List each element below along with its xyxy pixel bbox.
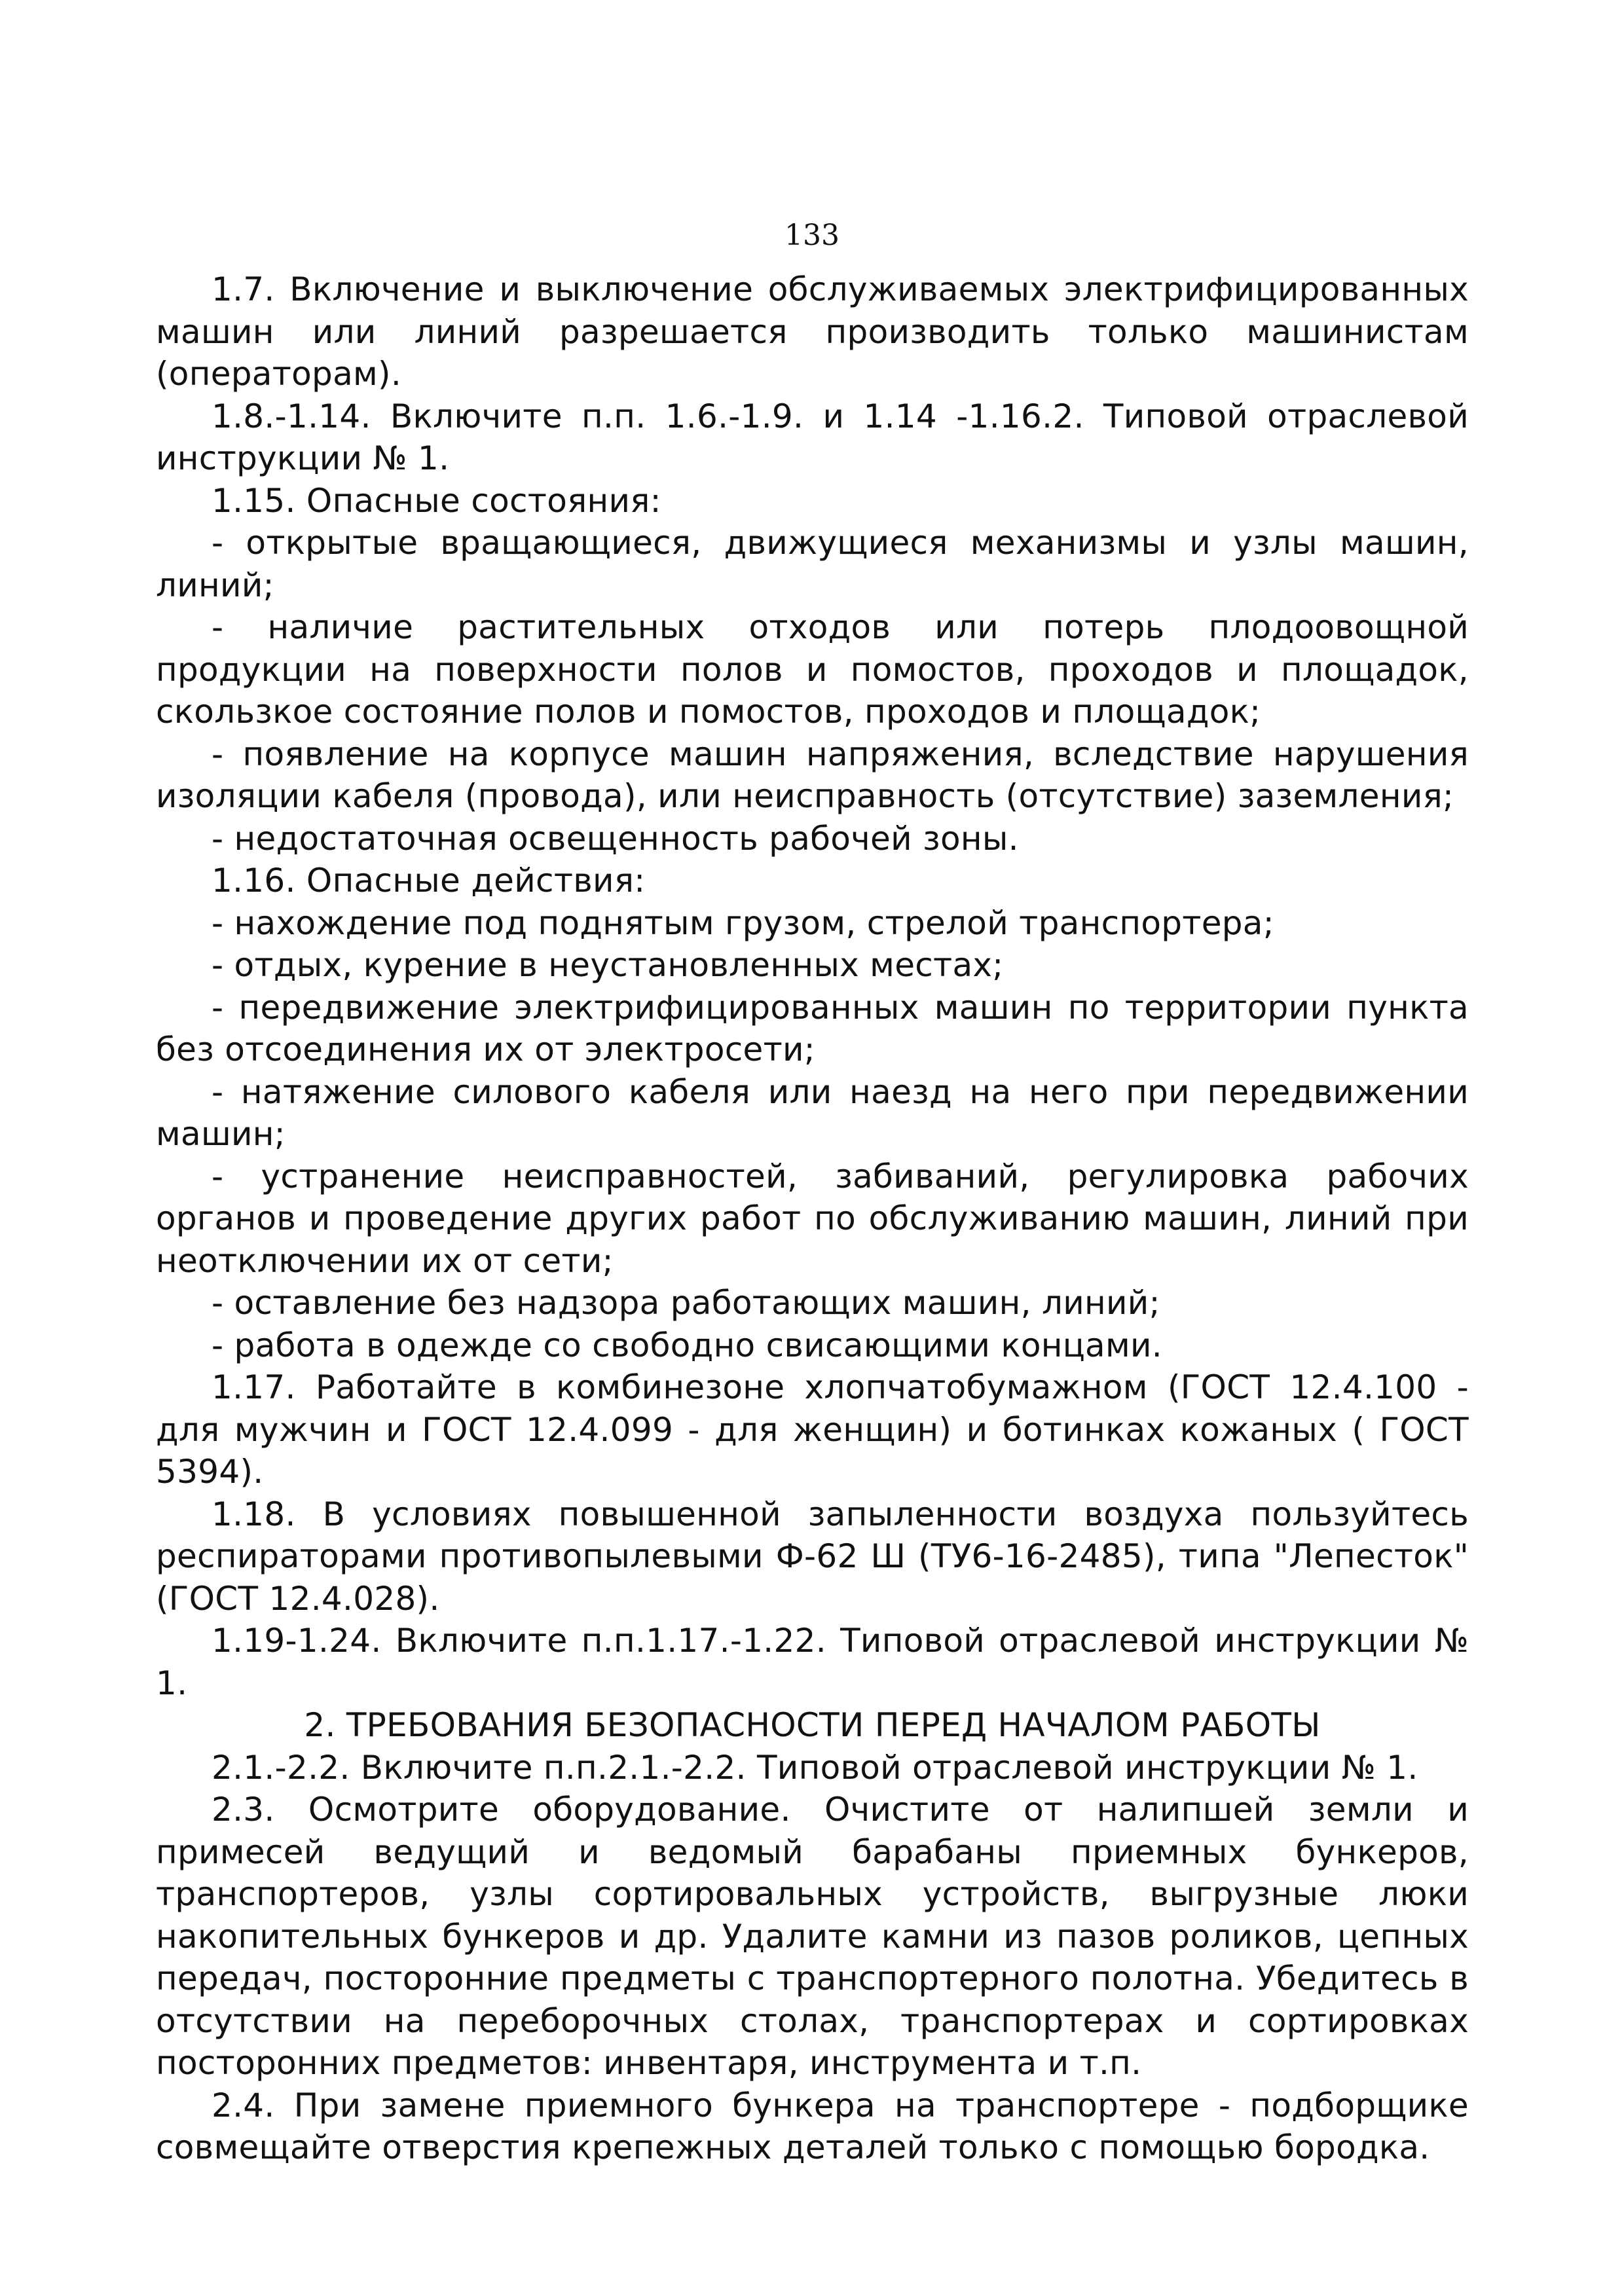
list-item: - появление на корпусе машин напряжения, вследствие нарушения изоляции кабеля (провода), или неисправность (отсутствие) заземления; — [156, 735, 1469, 815]
paragraph-1-8: 1.8.-1.14. Включите п.п. 1.6.-1.9. и 1.14 -1.16.2. Типовой отраслевой инструкции № 1. — [156, 397, 1469, 477]
paragraph-1-7: 1.7. Включение и выключение обслуживаемых электрифицированных машин или линий разрешается производить только машинистам (операторам). — [156, 270, 1469, 393]
paragraph-1-15: 1.15. Опасные состояния: — [212, 481, 661, 520]
paragraph-1-18: 1.18. В условиях повышенной запыленности воздуха пользуйтесь респираторами противопылевыми Ф-62 Ш (ТУ6-16-2485), типа "Лепесток" (ГОСТ 12.4.028). — [156, 1495, 1469, 1618]
list-item: - отдых, курение в неустановленных местах; — [212, 946, 1004, 984]
list-item: - оставление без надзора работающих машин, линий; — [212, 1284, 1160, 1322]
paragraph-2-4: 2.4. При замене приемного бункера на транспортере - подборщике совмещайте отверстия крепежных деталей только с помощью бородка. — [156, 2086, 1469, 2166]
page-number: 133 — [784, 219, 840, 252]
list-item: - устранение неисправностей, забиваний, регулировка рабочих органов и проведение других работ по обслуживанию машин, линий при неотключении их от сети; — [156, 1157, 1469, 1280]
paragraph-1-17: 1.17. Работайте в комбинезоне хлопчатобумажном (ГОСТ 12.4.100 - для мужчин и ГОСТ 12.4.099 - для женщин) и ботинках кожаных ( ГОСТ 5394). — [156, 1368, 1469, 1491]
list-item: - передвижение электрифицированных машин по территории пункта без отсоединения их от электросети; — [156, 988, 1469, 1068]
list-item: - нахождение под поднятым грузом, стрелой транспортера; — [212, 903, 1274, 942]
list-item: - недостаточная освещенность рабочей зоны. — [212, 819, 1019, 858]
paragraph-2-1: 2.1.-2.2. Включите п.п.2.1.-2.2. Типовой отраслевой инструкции № 1. — [212, 1748, 1418, 1787]
paragraph-1-19: 1.19-1.24. Включите п.п.1.17.-1.22. Типовой отраслевой инструкции № 1. — [156, 1622, 1469, 1702]
paragraph-2-3: 2.3. Осмотрите оборудование. Очистите от налипшей земли и примесей ведущий и ведомый барабаны приемных бункеров, транспортеров, узлы сортировальных устройств, выгрузные люки накопительных бункеров и др. Удалите камни из пазов роликов, цепных передач, посторонние предметы с транспортерного полотна. Убедитесь в отсутствии на переборочных столах, транспортерах и сортировках посторонних предметов: инвентаря, инструмента и т.п. — [156, 1791, 1469, 2082]
paragraph-1-16: 1.16. Опасные действия: — [212, 862, 646, 900]
list-item: - открытые вращающиеся, движущиеся механизмы и узлы машин, линий; — [156, 524, 1469, 604]
document-body — [156, 268, 1469, 2169]
list-item: - наличие растительных отходов или потерь плодоовощной продукции на поверхности полов и помостов, проходов и площадок, скользкое состояние полов и помостов, проходов и площадок; — [156, 608, 1469, 731]
section-heading: 2. ТРЕБОВАНИЯ БЕЗОПАСНОСТИ ПЕРЕД НАЧАЛОМ РАБОТЫ — [304, 1706, 1321, 1744]
list-item: - натяжение силового кабеля или наезд на него при передвижении машин; — [156, 1072, 1469, 1153]
list-item: - работа в одежде со свободно свисающими концами. — [212, 1326, 1162, 1364]
